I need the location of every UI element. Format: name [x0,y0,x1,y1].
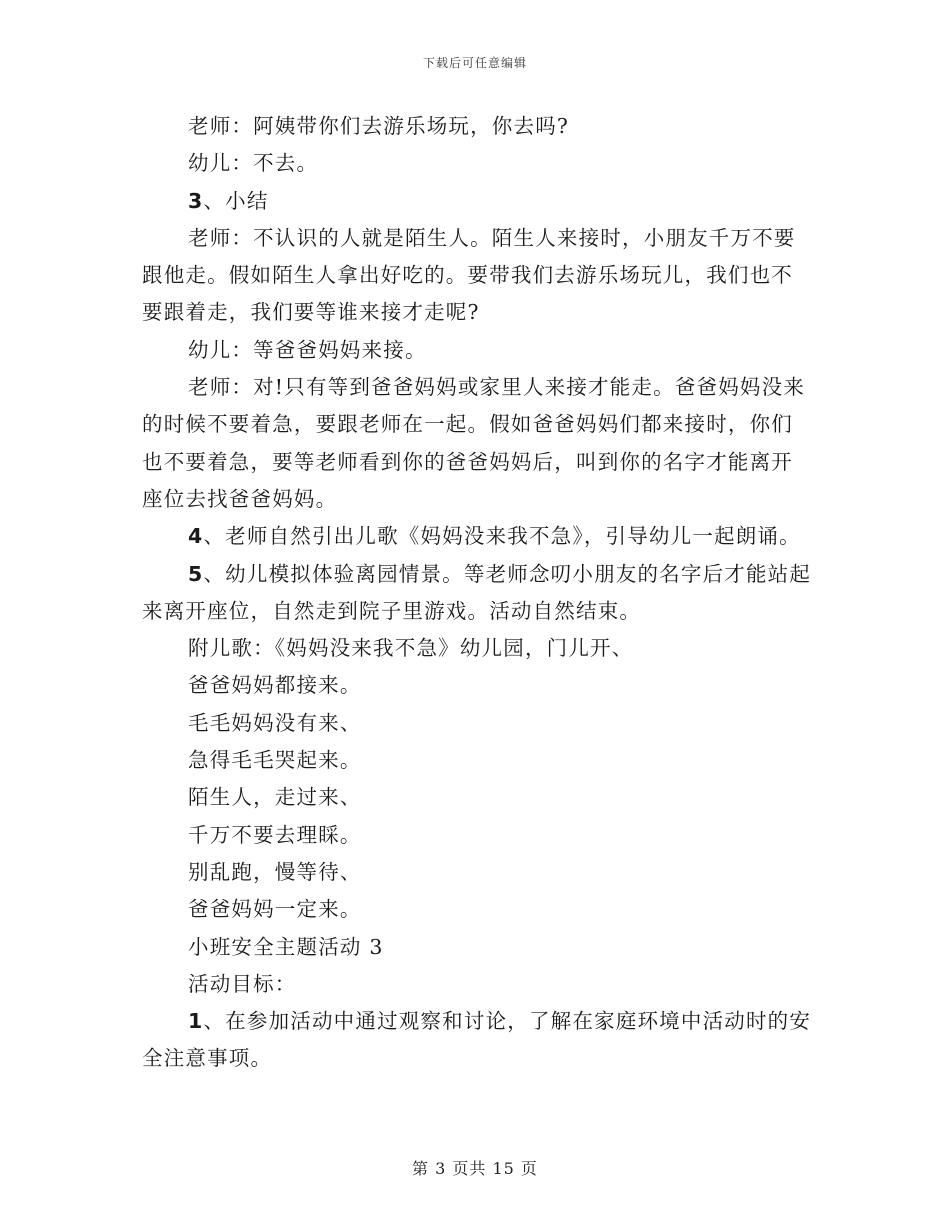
paragraph-line: 来离开座位，自然走到院子里游戏。活动自然结束。 [142,598,642,623]
poem-line: 毛毛妈妈没有来、 [188,710,362,735]
paragraph-line: 老师：不认识的人就是陌生人。陌生人来接时，小朋友千万不要 [188,225,796,250]
numbered-item: 1、在参加活动中通过观察和讨论，了解在家庭环境中活动时的安 [188,1009,812,1034]
paragraph-line: 幼儿：等爸爸妈妈来接。 [188,337,427,362]
section-heading: 3、小结 [188,188,269,213]
paragraph-line: 要跟着走，我们要等谁来接才走呢? [142,300,480,325]
document-body [142,108,810,1078]
paragraph-line: 老师：阿姨带你们去游乐场玩，你去吗? [188,114,570,138]
subsection-title: 活动目标： [188,971,297,996]
paragraph-line: 全注意事项。 [142,1046,273,1071]
poem-line: 附儿歌：《妈妈没来我不急》幼儿园，门儿开、 [188,636,634,661]
paragraph-line: 幼儿：不去。 [188,151,319,176]
item-number: 3 [188,188,204,213]
poem-line: 急得毛毛哭起来。 [188,748,362,773]
paragraph-line: 老师：对!只有等到爸爸妈妈或家里人来接才能走。爸爸妈妈没来 [188,375,806,400]
poem-line: 别乱跑，慢等待、 [188,859,362,884]
poem-line: 爸爸妈妈都接来。 [188,673,362,698]
poem-line: 千万不要去理睬。 [188,822,362,847]
item-number: 4 [188,524,204,549]
paragraph-line: 座位去找爸爸妈妈。 [142,486,338,511]
item-number: 5 [188,561,204,586]
section-title: 小班安全主题活动 3 [188,934,384,959]
header-note: 下载后可任意编辑 [422,56,527,70]
numbered-item: 5、幼儿模拟体验离园情景。等老师念叨小朋友的名字后才能站起 [188,561,812,586]
poem-line: 爸爸妈妈一定来。 [188,897,362,922]
item-number: 1 [188,1009,204,1034]
paragraph-line: 也不要着急，要等老师看到你的爸爸妈妈后，叫到你的名字才能离开 [142,449,793,474]
poem-line: 陌生人，走过来、 [188,785,362,810]
paragraph-line: 的时候不要着急，要跟老师在一起。假如爸爸妈妈们都来接时，你们 [142,412,793,437]
paragraph-line: 跟他走。假如陌生人拿出好吃的。要带我们去游乐场玩儿，我们也不 [142,263,793,288]
page-number: 第 3 页共 15 页 [412,1159,538,1178]
numbered-item: 4、老师自然引出儿歌《妈妈没来我不急》，引导幼儿一起朗诵。 [188,524,801,549]
